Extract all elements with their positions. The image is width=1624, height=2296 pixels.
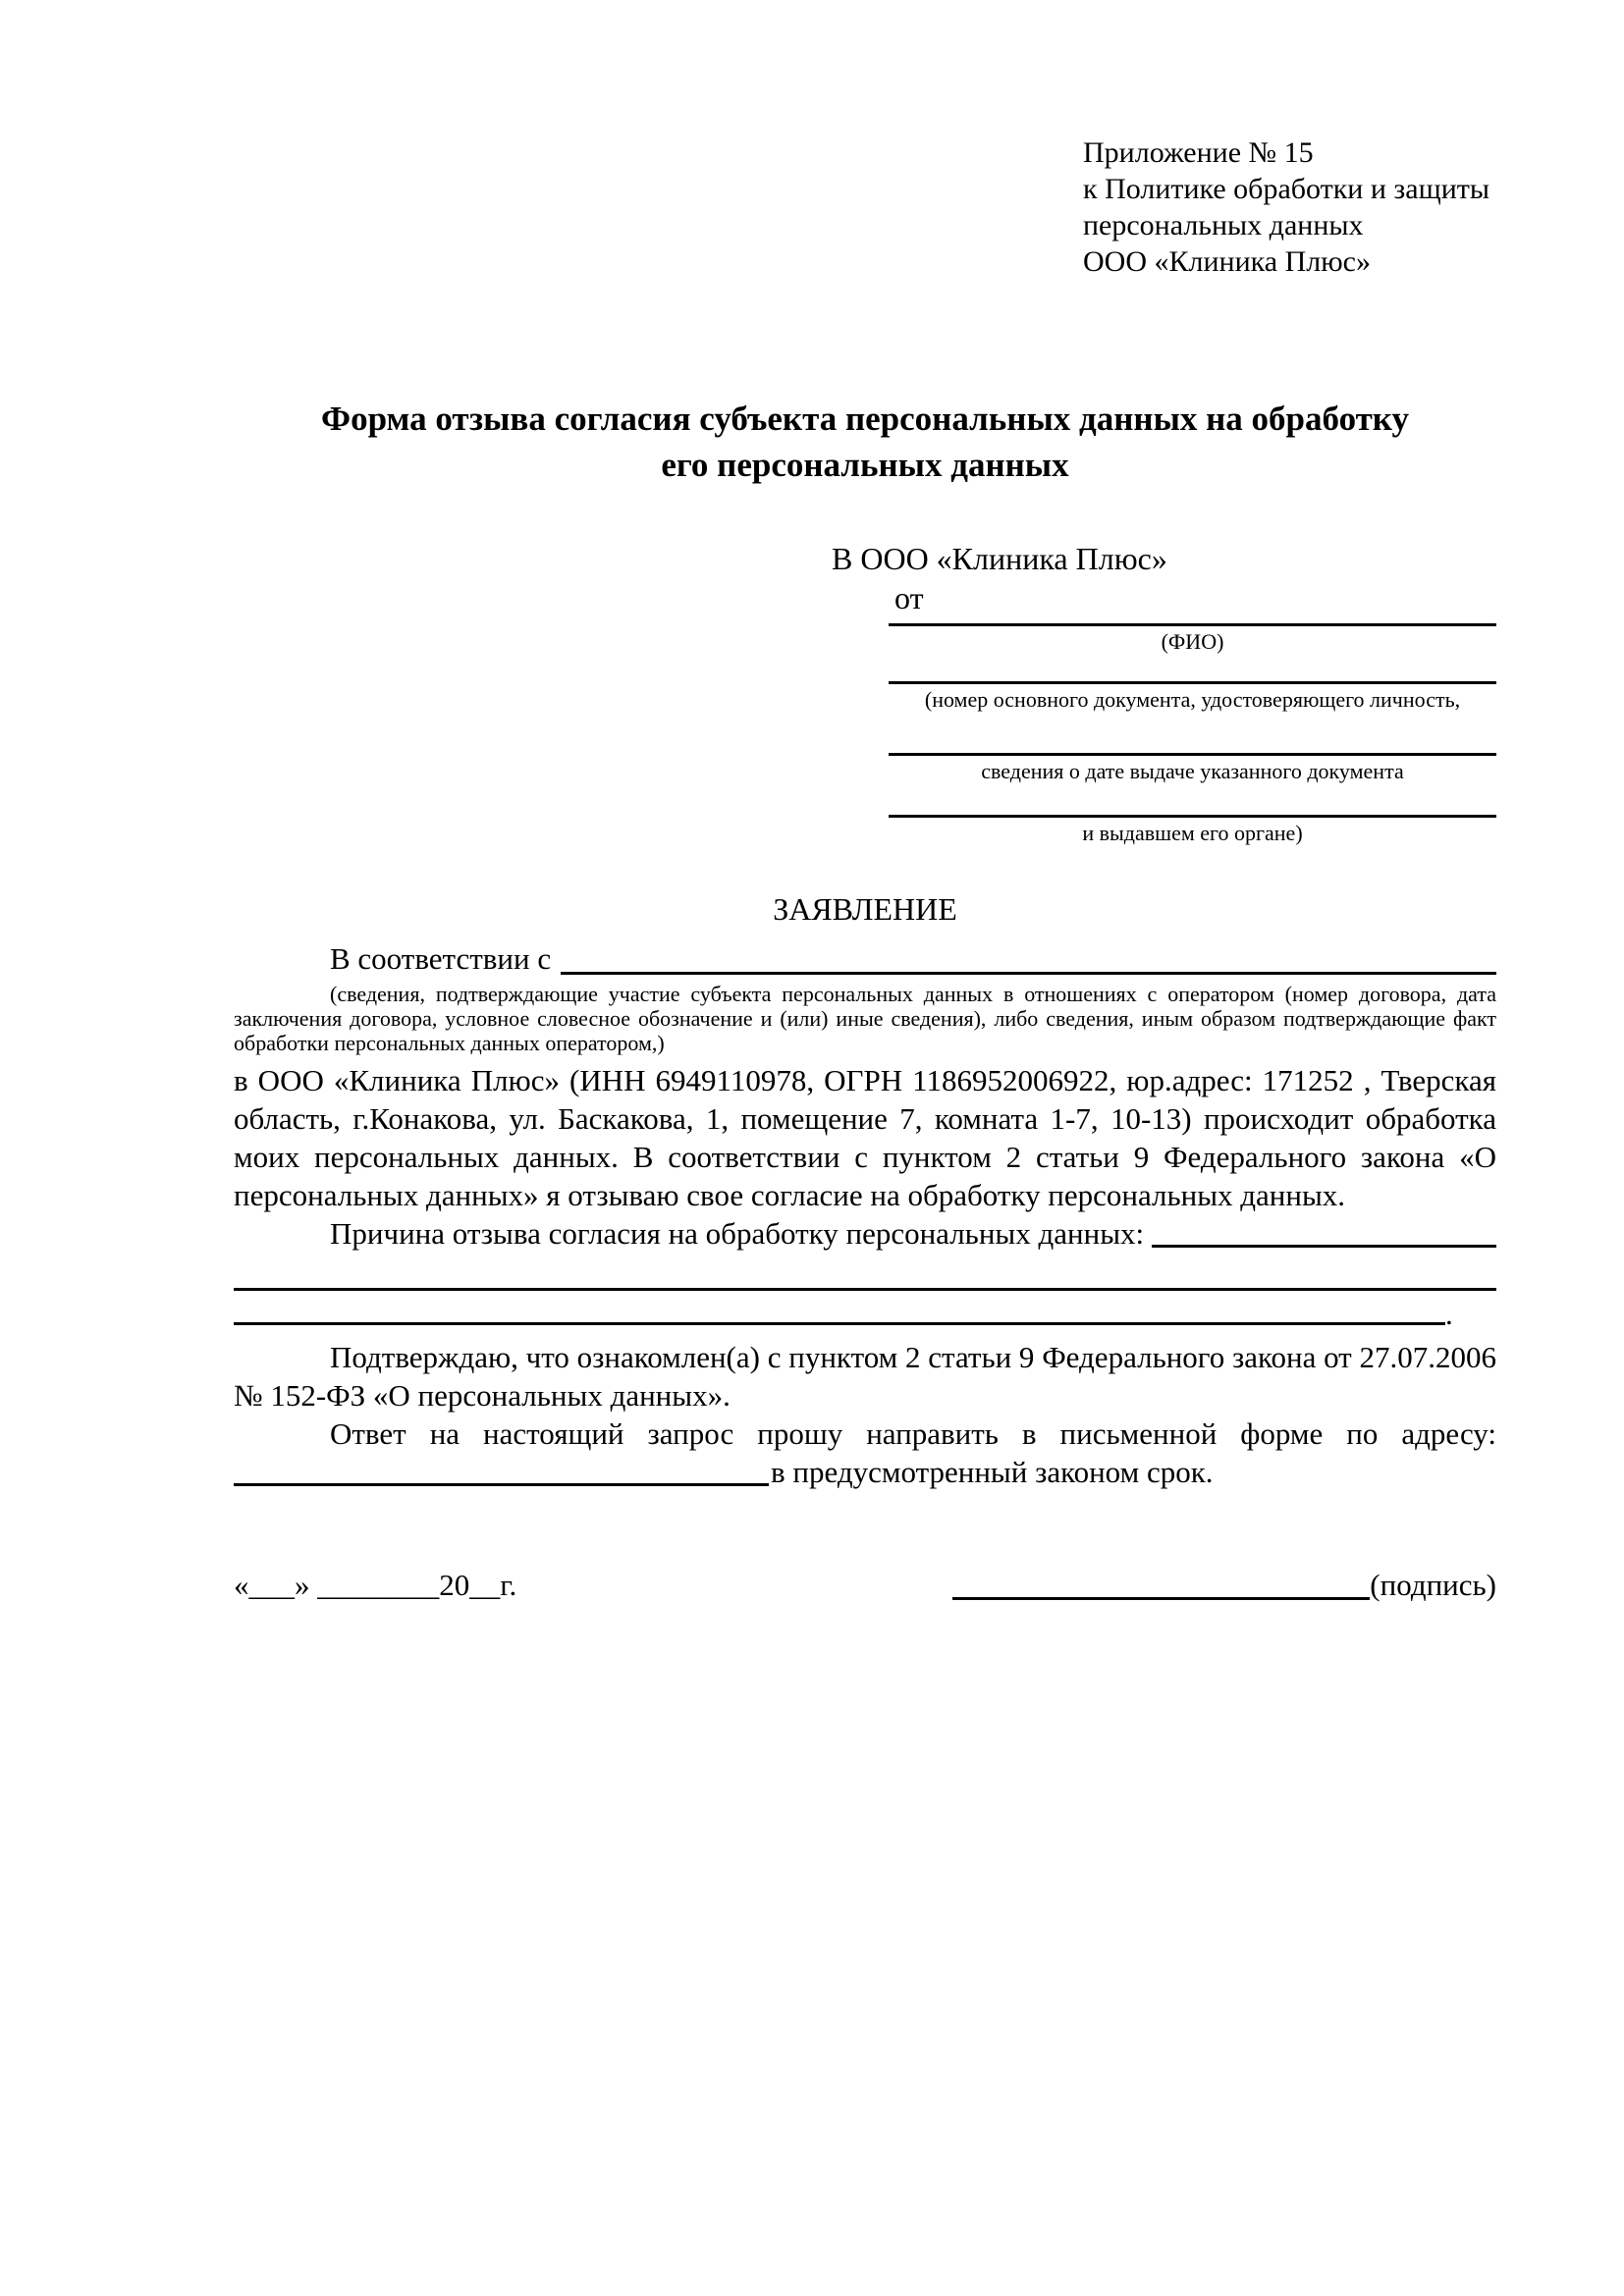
issue-date-caption: сведения о дате выдаче указанного документа bbox=[981, 759, 1404, 783]
signature-caption: (подпись) bbox=[1370, 1568, 1496, 1602]
document-title bbox=[234, 396, 1496, 488]
annex-line: персональных данных bbox=[1083, 209, 1364, 241]
signature-blank-line bbox=[952, 1566, 1370, 1600]
reason-blank-line-3 bbox=[234, 1291, 1496, 1330]
reply-address-blank-line bbox=[234, 1453, 769, 1486]
annex-note bbox=[1083, 0, 1496, 280]
reply-request-line: Ответ на настоящий запрос прошу направить в письменной форме по адресу: bbox=[330, 1416, 1496, 1451]
statement-body: в ООО «Клиника Плюс» (ИНН 6949110978, ОГРН 1186952006922, юр.адрес: 171252 , Тверская область, г.Конакова, ул. Баскакова, 1, помещение 7, комната 1-7, 10-13) происходит обработка моих персональных данных. В соответствии с пунктом 2 статьи 9 Федерального закона «О персональных данных» я отзываю свое согласие на обработку персональных данных. bbox=[234, 1063, 1496, 1212]
issue-date-blank-line bbox=[889, 713, 1496, 756]
document-number-caption: (номер основного документа, удостоверяющего личность, bbox=[924, 687, 1461, 712]
date-signature-row bbox=[234, 1566, 1496, 1605]
reason-blank-line-3-rule bbox=[234, 1291, 1445, 1325]
issuing-authority-caption: и выдавшем его органе) bbox=[1082, 821, 1303, 845]
document-title-line: его персональных данных bbox=[661, 446, 1069, 484]
annex-line: к Политике обработки и защиты bbox=[1083, 173, 1490, 205]
document-content bbox=[234, 0, 1496, 1605]
date-blank-text: «___» ________20__г. bbox=[234, 1568, 517, 1602]
annex-line: ООО «Клиника Плюс» bbox=[1083, 245, 1371, 278]
reason-prefix: Причина отзыва согласия на обработку персональных данных: bbox=[330, 1216, 1145, 1251]
reason-row bbox=[234, 1214, 1496, 1253]
reason-blank-line-2 bbox=[234, 1253, 1496, 1291]
statement-heading: ЗАЯВЛЕНИЕ bbox=[773, 891, 957, 927]
addressee-to: В ООО «Клиника Плюс» bbox=[832, 541, 1167, 576]
addressee-fields bbox=[889, 617, 1496, 846]
fio-blank-line bbox=[889, 617, 1496, 626]
document-title-line: Форма отзыва согласия субъекта персональных данных на обработку bbox=[321, 400, 1409, 438]
blank-line-terminator: . bbox=[1445, 1297, 1453, 1331]
issuing-authority-blank-line bbox=[889, 784, 1496, 818]
intro-blank-line bbox=[561, 938, 1496, 975]
annex-line: Приложение № 15 bbox=[1083, 136, 1314, 169]
fio-caption: (ФИО) bbox=[1161, 629, 1224, 654]
signature-group bbox=[952, 1566, 1496, 1605]
issue-date-field bbox=[889, 713, 1496, 784]
reply-suffix: в предусмотренный законом срок. bbox=[771, 1455, 1214, 1489]
reason-blank-line bbox=[1152, 1214, 1496, 1248]
document-number-blank-line bbox=[889, 655, 1496, 684]
footnote-text: (сведения, подтверждающие участие субъекта персональных данных в отношениях с оператором (номер договора, дата заключения договора, условное словесное обозначение и (или) иные сведения), либо сведения, иным образом подтверждающие факт обработки персональных данных оператором,) bbox=[234, 982, 1496, 1055]
document-number-field bbox=[889, 655, 1496, 713]
intro-row bbox=[234, 938, 1496, 980]
addressee-block bbox=[832, 539, 1496, 846]
reply-address-row bbox=[234, 1453, 1496, 1491]
intro-prefix: В соответствии с bbox=[330, 941, 552, 976]
issuing-authority-field bbox=[889, 784, 1496, 846]
addressee-from-label: от bbox=[894, 580, 924, 615]
confirmation-paragraph: Подтверждаю, что ознакомлен(а) с пунктом 2 статьи 9 Федерального закона от 27.07.2006 № 152-ФЗ «О персональных данных». bbox=[234, 1340, 1496, 1413]
fio-field bbox=[889, 617, 1496, 655]
